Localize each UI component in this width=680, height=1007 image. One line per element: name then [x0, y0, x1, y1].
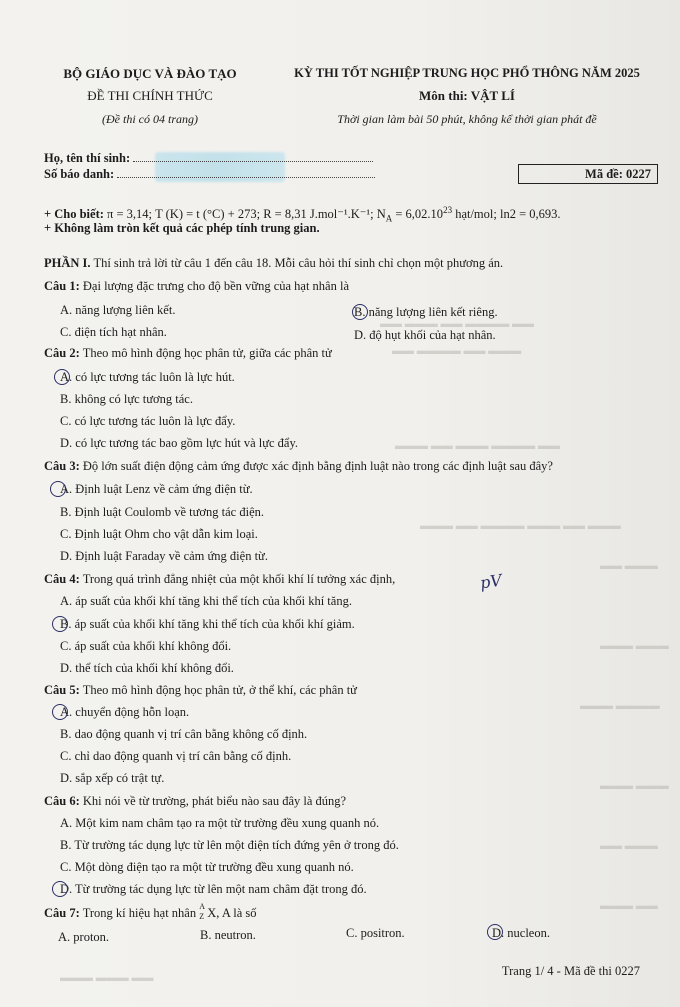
question-number: Câu 6: — [44, 794, 80, 808]
dotted-line — [117, 167, 375, 178]
subject: Môn thi: VẬT LÍ — [419, 88, 515, 103]
given-end: hạt/mol; ln2 = 0,693. — [452, 207, 561, 222]
q4-option-a[interactable]: A. áp suất của khối khí tăng khi thể tích của khối khí tăng. — [60, 594, 352, 608]
q6-option-c[interactable]: C. Một dòng điện tạo ra một từ trường đều xung quanh nó. — [60, 860, 354, 874]
q1-option-d[interactable]: D. độ hụt khối của hạt nhân. — [354, 328, 496, 342]
part-one-heading — [44, 256, 503, 271]
candidate-name-label: Họ, tên thí sinh: — [44, 151, 131, 165]
candidate-id-label: Số báo danh: — [44, 167, 115, 181]
q1-option-b[interactable]: B. năng lượng liên kết riêng. — [354, 305, 498, 319]
bleed-through-text: ▬▬ ▬▬▬ — [600, 840, 658, 852]
bleed-through-text: ▬▬▬ ▬▬ — [600, 900, 658, 912]
q7-option-b[interactable]: B. neutron. — [200, 928, 256, 942]
part-one-title: PHẦN I. — [44, 256, 91, 270]
question-7 — [44, 902, 257, 922]
official-exam-label: ĐỀ THI CHÍNH THỨC — [87, 88, 213, 103]
bleed-through-text: ▬▬▬ ▬▬ ▬▬▬ ▬▬▬▬ ▬▬ — [395, 440, 560, 452]
q5-option-a[interactable]: A. chuyển động hỗn loạn. — [60, 705, 190, 719]
question-4 — [44, 572, 395, 587]
exam-code-box: Mã đề: 0227 — [518, 164, 658, 184]
pages-note: (Đề thi có 04 trang) — [102, 112, 198, 126]
dotted-line — [133, 151, 373, 162]
nuclide-mass-number: A — [199, 902, 206, 912]
candidate-id-field — [44, 167, 375, 182]
answer-circle-mark — [487, 924, 503, 940]
question-3 — [44, 459, 553, 474]
q4-option-d[interactable]: D. thể tích của khối khí không đổi. — [60, 661, 234, 675]
bleed-through-text: ▬▬ ▬▬▬▬ ▬▬ ▬▬▬ — [392, 345, 522, 357]
question-text: Khi nói về từ trường, phát biểu nào sau đây là đúng? — [82, 794, 347, 808]
question-text: Theo mô hình động học phân tử, ở thể khí, các phân tử — [82, 683, 357, 697]
bleed-through-text: ▬▬ ▬▬▬ ▬▬ ▬▬▬▬ ▬▬ — [380, 318, 534, 330]
given-text: π = 3,14; T (K) = t (°C) + 273; R = 8,31 J.mol⁻¹.K⁻¹; N — [107, 207, 386, 222]
part-one-instruction: Thí sinh trả lời từ câu 1 đến câu 18. Mỗi câu hỏi thí sinh chỉ chọn một phương án. — [93, 256, 504, 270]
q4-option-b[interactable]: B. áp suất của khối khí tăng khi thể tích của khối khí giảm. — [60, 617, 355, 631]
q6-option-b[interactable]: B. Từ trường tác dụng lực từ lên một điện tích đứng yên ở trong đó. — [60, 838, 399, 852]
bleed-through-text: ▬▬▬ ▬▬▬ — [600, 780, 669, 792]
bleed-through-text: ▬▬▬ ▬▬▬▬ — [580, 700, 660, 712]
page-footer: Trang 1/ 4 - Mã đề thi 0227 — [501, 964, 640, 978]
question-number: Câu 4: — [44, 572, 80, 586]
q3-option-a[interactable]: A. Định luật Lenz về cảm ứng điện từ. — [60, 482, 253, 496]
q5-option-d[interactable]: D. sắp xếp có trật tự. — [60, 771, 165, 785]
question-number: Câu 1: — [44, 279, 80, 293]
q2-option-c[interactable]: C. có lực tương tác luôn là lực đẩy. — [60, 414, 236, 428]
no-rounding-note: + Không làm tròn kết quả các phép tính trung gian. — [44, 221, 320, 235]
answer-circle-mark — [54, 369, 70, 385]
q3-option-c[interactable]: C. Định luật Ohm cho vật dẫn kim loại. — [60, 527, 258, 541]
q3-option-b[interactable]: B. Định luật Coulomb về tương tác điện. — [60, 505, 264, 519]
question-number: Câu 3: — [44, 459, 80, 473]
given-prefix: + Cho biết: — [44, 207, 104, 222]
q2-option-a[interactable]: A. có lực tương tác luôn là lực hút. — [60, 370, 235, 384]
given-sub: A — [385, 213, 393, 224]
q1-option-a[interactable]: A. năng lượng liên kết. — [60, 303, 176, 317]
q6-option-d[interactable]: D. Từ trường tác dụng lực từ lên một nam châm đặt trong đó. — [60, 882, 367, 896]
question-5 — [44, 683, 357, 698]
bleed-through-text: ▬▬▬ ▬▬▬ ▬▬ — [60, 972, 154, 984]
question-number: Câu 5: — [44, 683, 80, 697]
ministry-name: BỘ GIÁO DỤC VÀ ĐÀO TẠO — [63, 66, 237, 81]
nuclide-atomic-number: Z — [199, 912, 205, 922]
q5-option-c[interactable]: C. chỉ dao động quanh vị trí cân bằng cố định. — [60, 749, 292, 763]
answer-circle-mark — [52, 616, 68, 632]
answer-circle-mark — [52, 881, 68, 897]
q2-option-d[interactable]: D. có lực tương tác bao gồm lực hút và lực đẩy. — [60, 436, 299, 450]
exam-title: KỲ THI TỐT NGHIỆP TRUNG HỌC PHỔ THÔNG NĂM 2025 — [294, 66, 640, 80]
answer-circle-mark — [50, 481, 66, 497]
given-tail: = 6,02.10 — [392, 207, 444, 222]
q2-option-b[interactable]: B. không có lực tương tác. — [60, 392, 193, 406]
header-left — [40, 66, 260, 127]
header-right — [282, 66, 652, 127]
handwritten-note: pV — [478, 570, 504, 593]
q5-option-b[interactable]: B. dao động quanh vị trí cân bằng không cố định. — [60, 727, 308, 741]
question-number: Câu 7: — [44, 906, 80, 920]
bleed-through-text: ▬▬ ▬▬▬ — [600, 560, 658, 572]
q3-option-d[interactable]: D. Định luật Faraday về cảm ứng điện từ. — [60, 549, 268, 563]
q6-option-a[interactable]: A. Một kim nam châm tạo ra một từ trường đều xung quanh nó. — [60, 816, 380, 830]
question-text: Đại lượng đặc trưng cho độ bền vững của hạt nhân là — [82, 279, 350, 293]
question-text: Độ lớn suất điện động cảm ứng được xác định bằng định luật nào trong các định luật sau đây? — [82, 459, 553, 473]
bleed-through-text: ▬▬▬ ▬▬ ▬▬▬▬ ▬▬▬ ▬▬ ▬▬▬ — [420, 520, 621, 532]
question-text: Theo mô hình động học phân tử, giữa các phân tử — [82, 346, 332, 360]
given-sup: 23 — [443, 205, 453, 215]
question-text: Trong kí hiệu hạt nhân — [82, 906, 200, 920]
question-number: Câu 2: — [44, 346, 80, 360]
q1-option-c[interactable]: C. điện tích hạt nhân. — [60, 325, 167, 339]
nuclide-indices — [199, 902, 207, 922]
q7-option-d[interactable]: D. nucleon. — [492, 926, 550, 940]
nuclide-symbol: X — [207, 906, 217, 920]
question-text-end: , A là số — [216, 906, 257, 920]
question-text: Trong quá trình đẳng nhiệt của một khối khí lí tưởng xác định, — [82, 572, 396, 586]
bleed-through-text: ▬▬▬ ▬▬▬ — [600, 640, 669, 652]
question-1 — [44, 279, 349, 294]
answer-circle-mark — [52, 704, 68, 720]
question-2 — [44, 346, 332, 361]
q7-option-c[interactable]: C. positron. — [346, 926, 405, 940]
candidate-name-field — [44, 151, 373, 166]
q4-option-c[interactable]: C. áp suất của khối khí không đổi. — [60, 639, 232, 653]
time-note: Thời gian làm bài 50 phút, không kể thời gian phát đề — [337, 112, 597, 126]
question-6 — [44, 794, 346, 809]
q7-option-a[interactable]: A. proton. — [58, 930, 110, 944]
answer-circle-mark — [352, 304, 368, 320]
